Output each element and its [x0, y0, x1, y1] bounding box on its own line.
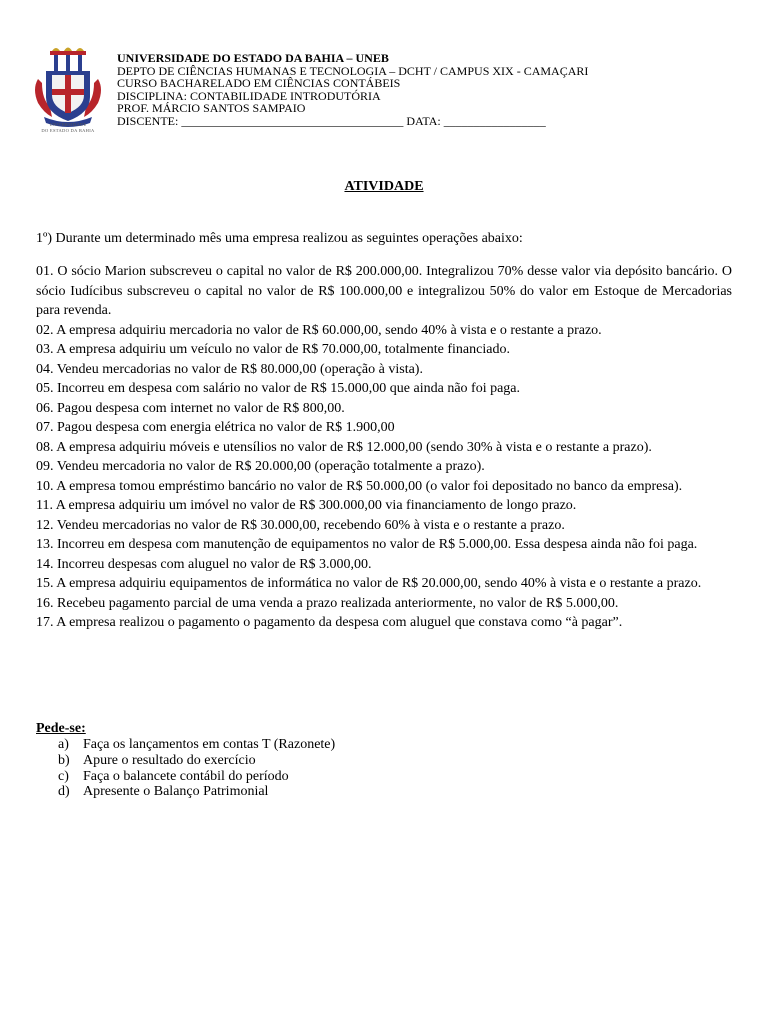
operation-item: 12. Vendeu mercadorias no valor de R$ 30.000,00, recebendo 60% à vista e o restante a prazo. — [36, 517, 565, 533]
task-letter: a) — [58, 737, 69, 752]
university-name: UNIVERSIDADE DO ESTADO DA BAHIA – UNEB — [117, 51, 389, 65]
task-text: Faça os lançamentos em contas T (Razonete) — [83, 737, 336, 752]
operation-item: 15. A empresa adquiriu equipamentos de informática no valor de R$ 20.000,00, sendo 40% à vista e o restante a prazo. — [36, 576, 702, 591]
logo-caption-line-2: DO ESTADO DA BAHIA — [41, 128, 95, 133]
task-item — [36, 753, 636, 769]
operation-item: 10. A empresa tomou empréstimo bancário no valor de R$ 50.000,00 (o valor foi depositado no banco da empresa). — [36, 478, 683, 494]
operation-item: 14. Incorreu despesas com aluguel no valor de R$ 3.000,00. — [36, 556, 372, 572]
task-letter: b) — [58, 752, 70, 768]
activity-title: ATIVIDADE — [344, 179, 424, 194]
task-item — [36, 737, 636, 753]
course-name: CURSO BACHARELADO EM CIÊNCIAS CONTÁBEIS — [117, 76, 401, 91]
logo-caption-line-1: UNIVERSIDADE — [49, 122, 87, 127]
operation-item: 01. O sócio Marion subscreveu o capital no valor de R$ 200.000,00. Integralizou 70% desse valor via depósito bancário. O sócio Iudícibus subscreveu o capital no valor de R$ 100.000,00 e integralizou 50% do valor em Estoque de Mercadorias para revenda. — [36, 264, 732, 318]
operation-item: 17. A empresa realizou o pagamento o pagamento da despesa com aluguel que constava como “à pagar”. — [36, 615, 623, 630]
document-header — [117, 52, 737, 128]
tasks-section — [36, 721, 636, 800]
logo-caption — [22, 122, 114, 134]
operation-item: 05. Incorreu em despesa com salário no valor de R$ 15.000,00 que ainda não foi paga. — [36, 381, 521, 396]
department-name: DEPTO DE CIÊNCIAS HUMANAS E TECNOLOGIA – DCHT / CAMPUS XIX - CAMAÇARI — [117, 63, 589, 78]
operation-item: 03. A empresa adquiriu um veículo no valor de R$ 70.000,00, totalmente financiado. — [36, 342, 510, 357]
tasks-list — [36, 737, 636, 800]
operation-item: 06. Pagou despesa com internet no valor de R$ 800,00. — [36, 400, 345, 416]
operation-item: 02. A empresa adquiriu mercadoria no valor de R$ 60.000,00, sendo 40% à vista e o restante a prazo. — [36, 322, 602, 338]
operation-item: 11. A empresa adquiriu um imóvel no valor de R$ 300.000,00 via financiamento de longo prazo. — [36, 498, 577, 513]
task-item — [36, 784, 636, 800]
task-text: Apure o resultado do exercício — [83, 752, 256, 768]
operations-list — [36, 262, 732, 633]
operation-item: 16. Recebeu pagamento parcial de uma venda a prazo realizada anteriormente, no valor de R$ 5.000,00. — [36, 595, 619, 611]
operation-item: 07. Pagou despesa com energia elétrica no valor de R$ 1.900,00 — [36, 420, 395, 435]
operation-item: 13. Incorreu em despesa com manutenção de equipamentos no valor de R$ 5.000,00. Essa despesa ainda não foi paga. — [36, 537, 698, 552]
tasks-title: Pede-se: — [36, 721, 86, 736]
operation-item: 09. Vendeu mercadoria no valor de R$ 20.000,00 (operação totalmente a prazo). — [36, 459, 485, 474]
student-date-line: DISCENTE: _____________________________________ DATA: _________________ — [117, 113, 546, 128]
task-letter: d) — [58, 784, 70, 800]
professor-name: PROF. MÁRCIO SANTOS SAMPAIO — [117, 101, 306, 116]
discipline-name: DISCIPLINA: CONTABILIDADE INTRODUTÓRIA — [117, 88, 381, 103]
task-item — [36, 769, 636, 785]
task-text: Faça o balancete contábil do período — [83, 768, 289, 784]
question-intro: 1º) Durante um determinado mês uma empresa realizou as seguintes operações abaixo: — [36, 231, 523, 246]
task-letter: c) — [58, 768, 69, 784]
operation-item: 08. A empresa adquiriu móveis e utensílios no valor de R$ 12.000,00 (sendo 30% à vista e o restante a prazo). — [36, 439, 652, 455]
operation-item: 04. Vendeu mercadorias no valor de R$ 80.000,00 (operação à vista). — [36, 361, 423, 377]
task-text: Apresente o Balanço Patrimonial — [83, 784, 269, 800]
